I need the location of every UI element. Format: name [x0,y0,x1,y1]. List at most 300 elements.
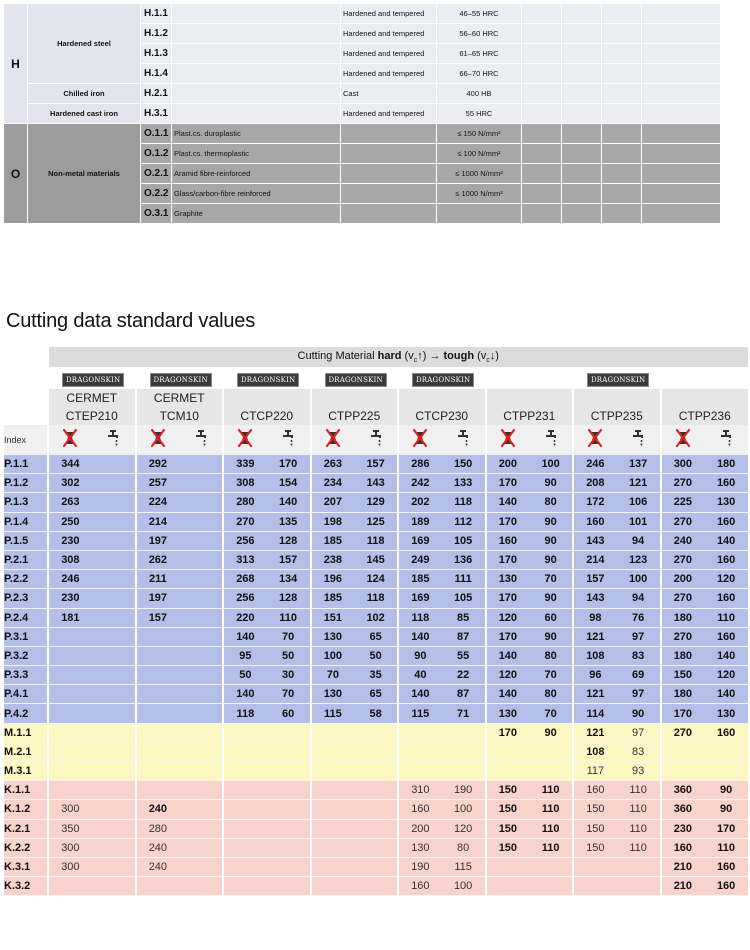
dragonskin-logo: DRAGONSKIN [587,373,649,387]
cutting-speed-value [267,819,311,838]
cutting-speed-value [704,742,748,761]
cutting-data-row [4,570,748,589]
row-index: P.1.3 [4,493,48,512]
cutting-speed-value: 224 [136,493,180,512]
cutting-speed-value [92,762,136,781]
section-title: Cutting data standard values [6,310,256,332]
cutting-speed-value: 238 [311,550,355,569]
cutting-speed-value: 110 [529,800,573,819]
cutting-speed-value [92,819,136,838]
cutting-speed-value: 110 [617,800,661,819]
empty-cell [562,64,602,84]
row-index: K.3.2 [4,877,48,896]
cutting-speed-value: 70 [267,627,311,646]
brand-cell [398,367,486,389]
cutting-speed-value: 292 [136,455,180,474]
cutting-speed-value: 120 [442,819,486,838]
cutting-speed-value: 280 [136,819,180,838]
cutting-speed-value [92,474,136,493]
empty-cell [642,64,721,84]
material-index: O.1.1 [141,124,172,144]
cutting-speed-value: 140 [223,627,267,646]
empty-cell [522,84,562,104]
cutting-data-row [4,666,748,685]
cutting-speed-value [179,762,223,781]
corner-cell [4,367,48,389]
icon-row [4,425,748,455]
cutting-speed-value: 170 [486,550,530,569]
material-strength: ≤ 150 N/mm² [437,124,522,144]
cutting-speed-value [311,742,355,761]
cutting-speed-value: 270 [661,550,705,569]
cutting-speed-value [179,550,223,569]
cutting-speed-value [179,646,223,665]
material-condition: Hardened and tempered [341,24,437,44]
cutting-speed-value: 300 [661,455,705,474]
cutting-speed-value: 268 [223,570,267,589]
cutting-speed-value: 270 [661,723,705,742]
header-hard: hard [377,349,402,362]
cutting-speed-value [92,550,136,569]
material-condition: Hardened and tempered [341,104,437,124]
cutting-speed-value [48,762,92,781]
corner-cell [4,389,48,407]
cutting-speed-value: 134 [267,570,311,589]
cutting-speed-value: 170 [486,512,530,531]
cutting-data-row [4,819,748,838]
cutting-speed-value [136,666,180,685]
empty-cell [602,204,642,224]
cutting-speed-value: 130 [311,685,355,704]
cutting-speed-value: 90 [529,474,573,493]
cutting-speed-value [92,857,136,876]
cutting-speed-value [486,762,530,781]
cutting-speed-value: 240 [136,857,180,876]
material-index: H.2.1 [141,84,172,104]
cutting-speed-value: 150 [486,800,530,819]
cutting-speed-value: 83 [617,646,661,665]
empty-cell [522,24,562,44]
empty-cell [602,84,642,104]
cutting-data-row [4,627,748,646]
cutting-speed-value [179,512,223,531]
row-index: K.1.2 [4,800,48,819]
material-description: Glass/carbon-fibre reinforced [172,184,341,204]
cutting-speed-value: 50 [223,666,267,685]
material-index: H.1.1 [141,4,172,24]
cutting-speed-value: 211 [136,570,180,589]
cutting-speed-value: 339 [223,455,267,474]
cutting-speed-value: 190 [442,781,486,800]
cutting-data-row [4,512,748,531]
header-arrow-up: ↑) → [417,349,444,362]
cutting-speed-value: 98 [573,608,617,627]
cutting-speed-value: 118 [354,531,398,550]
cutting-speed-value: 200 [661,570,705,589]
row-index: P.2.1 [4,550,48,569]
cutting-speed-value: 80 [529,646,573,665]
cutting-speed-value [442,742,486,761]
cutting-speed-value: 270 [661,627,705,646]
cutting-speed-value: 181 [48,608,92,627]
cutting-speed-value [179,455,223,474]
cutting-speed-value [92,781,136,800]
cutting-speed-value: 40 [398,666,442,685]
cutting-speed-value: 83 [617,742,661,761]
dragonskin-logo: DRAGONSKIN [62,373,124,387]
cutting-speed-value: 257 [136,474,180,493]
empty-cell [642,44,721,64]
material-strength: 400 HB [437,84,522,104]
header-sub-c2: c [486,357,490,365]
material-description: Aramid fibre-reinforced [172,164,341,184]
cutting-data-row [4,608,748,627]
cutting-speed-value: 170 [486,723,530,742]
cutting-speed-value: 150 [573,819,617,838]
cutting-speed-value: 100 [311,646,355,665]
cutting-material-header [48,347,748,367]
cutting-speed-value: 197 [136,589,180,608]
row-index: P.3.2 [4,646,48,665]
cutting-speed-value [267,877,311,896]
material-index: H.3.1 [141,104,172,124]
grade-type [311,389,399,407]
cutting-speed-value: 300 [48,800,92,819]
grade-name: CTPP231 [486,407,574,425]
cutting-speed-value: 105 [442,531,486,550]
material-name: Chilled iron [28,84,141,104]
cutting-speed-value: 308 [223,474,267,493]
coolant-tap-icon [617,425,661,455]
cutting-speed-value: 120 [486,608,530,627]
cutting-speed-value: 50 [354,646,398,665]
material-strength: 61–65 HRC [437,44,522,64]
cutting-speed-value [179,493,223,512]
cutting-speed-value [179,474,223,493]
cutting-speed-value: 160 [704,512,748,531]
empty-cell [522,204,562,224]
cutting-speed-value: 160 [704,627,748,646]
row-index: K.2.2 [4,838,48,857]
cutting-data-row [4,800,748,819]
cutting-speed-value [486,857,530,876]
cutting-speed-value: 121 [573,723,617,742]
cutting-speed-value: 55 [442,646,486,665]
header-tough: tough [443,349,475,362]
cutting-speed-value: 270 [223,512,267,531]
cutting-speed-value [92,570,136,589]
group-letter: O [4,124,28,224]
cutting-speed-value [267,723,311,742]
cutting-speed-value: 160 [573,512,617,531]
cutting-speed-value: 50 [267,646,311,665]
cutting-speed-value: 200 [398,819,442,838]
material-condition: Hardened and tempered [341,64,437,84]
grade-name: CTPP236 [661,407,749,425]
cutting-speed-value [267,857,311,876]
cutting-speed-value: 169 [398,531,442,550]
cutting-speed-value: 100 [442,800,486,819]
cutting-speed-value: 160 [398,877,442,896]
material-strength: 55 HRC [437,104,522,124]
cutting-speed-value: 189 [398,512,442,531]
cutting-speed-value: 302 [48,474,92,493]
cutting-speed-value: 117 [573,762,617,781]
cutting-speed-value: 360 [661,781,705,800]
cutting-speed-value: 118 [223,704,267,723]
cutting-speed-value [136,742,180,761]
cutting-speed-value: 270 [661,474,705,493]
cutting-speed-value: 128 [267,589,311,608]
cutting-speed-value [179,666,223,685]
cutting-speed-value: 90 [529,627,573,646]
cutting-speed-value [48,723,92,742]
cutting-speed-value: 120 [704,570,748,589]
material-condition: Hardened and tempered [341,44,437,64]
cutting-speed-value [48,627,92,646]
cutting-speed-value [661,742,705,761]
cutting-speed-value: 140 [223,685,267,704]
material-strength: ≤ 100 N/mm² [437,144,522,164]
cutting-speed-value: 246 [573,455,617,474]
brand-cell [48,367,136,389]
cutting-speed-value [267,742,311,761]
row-index: P.2.2 [4,570,48,589]
row-index: P.4.2 [4,704,48,723]
cutting-speed-value: 120 [704,666,748,685]
cutting-speed-value: 94 [617,531,661,550]
dry-machining-icon [223,425,267,455]
row-index: P.4.1 [4,685,48,704]
cutting-speed-value [311,762,355,781]
cutting-speed-value: 160 [573,781,617,800]
cutting-speed-value: 140 [267,493,311,512]
material-row [4,4,721,24]
cutting-speed-value [48,781,92,800]
cutting-speed-value: 150 [573,838,617,857]
row-index: M.3.1 [4,762,48,781]
row-index: M.2.1 [4,742,48,761]
cutting-speed-value: 256 [223,589,267,608]
cutting-data-row [4,685,748,704]
cutting-speed-value [48,666,92,685]
cutting-speed-value: 101 [617,512,661,531]
material-index: O.2.1 [141,164,172,184]
cutting-speed-value [179,723,223,742]
grade-type: CERMET [48,389,136,407]
brand-cell [311,367,399,389]
brand-cell [661,367,749,389]
cutting-speed-value [179,742,223,761]
cutting-speed-value: 90 [529,589,573,608]
cutting-speed-value [529,742,573,761]
cutting-speed-value [179,877,223,896]
material-index: O.3.1 [141,204,172,224]
material-description [172,84,341,104]
cutting-speed-value: 133 [442,474,486,493]
cutting-speed-value: 150 [486,781,530,800]
cutting-speed-value [136,762,180,781]
cutting-speed-value: 160 [704,550,748,569]
cutting-speed-value [267,838,311,857]
empty-cell [562,104,602,124]
cutting-speed-value: 121 [573,685,617,704]
cutting-speed-value: 90 [704,800,748,819]
cutting-speed-value: 90 [529,723,573,742]
cutting-speed-value: 160 [704,857,748,876]
coolant-tap-icon [179,425,223,455]
material-strength: 46–55 HRC [437,4,522,24]
cutting-speed-value: 105 [442,589,486,608]
row-index: P.2.3 [4,589,48,608]
cutting-speed-value: 121 [573,627,617,646]
cutting-speed-value [92,455,136,474]
cutting-speed-value [92,666,136,685]
cutting-speed-value: 130 [704,493,748,512]
corner-cell [4,347,48,367]
cutting-speed-value: 108 [573,646,617,665]
cutting-speed-value [92,877,136,896]
material-description: Plast.cs. thermoplastic [172,144,341,164]
cutting-speed-value: 110 [617,838,661,857]
cutting-speed-value [354,838,398,857]
row-index: K.3.1 [4,857,48,876]
cutting-data-row [4,493,748,512]
cutting-speed-value [48,646,92,665]
material-description [172,44,341,64]
dry-machining-icon [48,425,92,455]
cutting-speed-value: 118 [398,608,442,627]
cutting-speed-value [48,685,92,704]
cutting-speed-value: 344 [48,455,92,474]
empty-cell [522,184,562,204]
grade-name: CTCP230 [398,407,486,425]
cutting-speed-value: 137 [617,455,661,474]
material-description: Graphite [172,204,341,224]
cutting-speed-value: 230 [48,531,92,550]
grade-type [486,389,574,407]
cutting-speed-value: 280 [223,493,267,512]
material-condition [341,144,437,164]
material-strength: ≤ 1000 N/mm² [437,184,522,204]
grade-line2-row [4,407,748,425]
cutting-speed-value [354,800,398,819]
grade-name: CTCP220 [223,407,311,425]
cutting-speed-value: 151 [311,608,355,627]
cutting-speed-value: 97 [617,685,661,704]
cutting-speed-value [223,742,267,761]
cutting-speed-value: 114 [573,704,617,723]
empty-cell [642,204,721,224]
cutting-speed-value [179,570,223,589]
material-description [172,104,341,124]
cutting-speed-value [486,742,530,761]
cutting-speed-value: 124 [354,570,398,589]
empty-cell [602,164,642,184]
cutting-speed-value [223,723,267,742]
cutting-data-row [4,781,748,800]
cutting-speed-value [136,704,180,723]
row-index: P.1.2 [4,474,48,493]
cutting-speed-value [48,704,92,723]
material-index: O.2.2 [141,184,172,204]
cutting-speed-value: 65 [354,627,398,646]
cutting-speed-value: 256 [223,531,267,550]
row-index: P.3.3 [4,666,48,685]
empty-cell [562,124,602,144]
cutting-speed-value: 208 [573,474,617,493]
cutting-speed-value: 97 [617,627,661,646]
cutting-speed-value [529,762,573,781]
cutting-speed-value: 102 [354,608,398,627]
coolant-tap-icon [267,425,311,455]
cutting-speed-value: 115 [442,857,486,876]
cutting-speed-value [179,819,223,838]
coolant-tap-icon [92,425,136,455]
cutting-speed-value: 157 [136,608,180,627]
cutting-speed-value: 242 [398,474,442,493]
empty-cell [602,24,642,44]
material-index: O.1.2 [141,144,172,164]
cutting-speed-value: 115 [398,704,442,723]
cutting-speed-value: 87 [442,627,486,646]
cutting-data-row [4,455,748,474]
cutting-speed-value [179,589,223,608]
cutting-speed-value: 308 [48,550,92,569]
cutting-speed-value [617,877,661,896]
cutting-speed-value: 170 [267,455,311,474]
row-index: P.1.1 [4,455,48,474]
cutting-speed-value: 169 [398,589,442,608]
cutting-speed-value: 128 [267,531,311,550]
cutting-speed-value: 140 [704,646,748,665]
cutting-speed-value: 118 [354,589,398,608]
grade-type [661,389,749,407]
cutting-speed-value [311,781,355,800]
cutting-speed-value: 172 [573,493,617,512]
cutting-speed-value: 214 [136,512,180,531]
brand-cell [486,367,574,389]
cutting-speed-value: 30 [267,666,311,685]
header-sub-c: c [413,357,418,365]
cutting-speed-value: 80 [529,493,573,512]
cutting-speed-value: 286 [398,455,442,474]
cutting-speed-value: 111 [442,570,486,589]
cutting-speed-value: 120 [486,666,530,685]
cutting-speed-value: 100 [617,570,661,589]
cutting-speed-value: 180 [661,608,705,627]
group-letter: H [4,4,28,124]
material-condition [341,124,437,144]
dragonskin-logo: DRAGONSKIN [150,373,212,387]
cutting-speed-value: 90 [529,531,573,550]
cutting-speed-value [529,857,573,876]
cutting-speed-value: 170 [486,589,530,608]
cutting-speed-value: 160 [704,723,748,742]
cutting-speed-value [267,800,311,819]
cutting-speed-value [398,742,442,761]
cutting-speed-value: 135 [267,512,311,531]
cutting-speed-value: 185 [398,570,442,589]
cutting-speed-value: 200 [486,455,530,474]
cutting-speed-value: 65 [354,685,398,704]
cutting-data-row [4,762,748,781]
material-description [172,4,341,24]
cutting-speed-value: 160 [398,800,442,819]
cutting-speed-value: 300 [48,857,92,876]
cutting-speed-value: 108 [573,742,617,761]
cutting-speed-value: 150 [442,455,486,474]
